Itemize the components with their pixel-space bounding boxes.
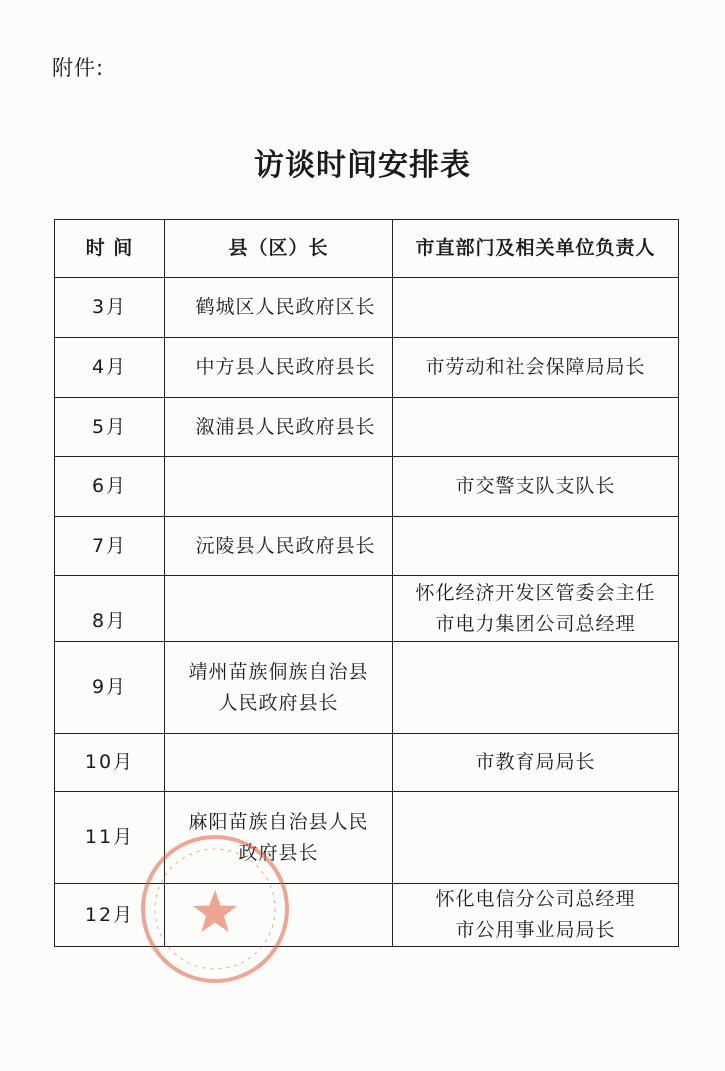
table-row — [55, 457, 679, 517]
schedule-table — [54, 219, 679, 947]
county-cell — [165, 792, 393, 884]
county-cell — [165, 338, 393, 398]
dept-cell — [393, 792, 679, 884]
table-row — [55, 398, 679, 457]
dept-cell — [393, 338, 679, 398]
dept-cell — [393, 457, 679, 517]
time-cell: 12月 — [55, 884, 165, 947]
county-cell — [165, 457, 393, 517]
county-line: 鹤城区人民政府区长 — [195, 296, 376, 318]
dept-line: 市劳动和社会保障局局长 — [425, 356, 646, 378]
time-cell: 11月 — [55, 792, 165, 884]
table-header-row — [55, 220, 679, 278]
county-line: 溆浦县人民政府县长 — [195, 415, 376, 438]
time-cell: 5月 — [55, 398, 165, 457]
dept-line: 怀化电信分公司总经理 — [435, 888, 636, 910]
county-line: 沅陵县人民政府县长 — [195, 534, 376, 557]
table-row — [55, 576, 679, 642]
document-title: 访谈时间安排表 — [254, 148, 471, 183]
county-cell — [165, 576, 393, 642]
county-cell — [165, 884, 393, 947]
dept-cell — [393, 884, 679, 947]
county-cell — [165, 642, 393, 734]
time-cell: 9月 — [55, 642, 165, 734]
header-county: 县（区）长 — [165, 220, 393, 278]
dept-line: 市教育局局长 — [475, 751, 596, 773]
county-line: 麻阳苗族自治县人民 — [188, 810, 369, 833]
attachment-label: 附件: — [52, 56, 105, 80]
dept-cell — [393, 398, 679, 457]
dept-cell — [393, 642, 679, 734]
dept-line: 怀化经济开发区管委会主任 — [415, 581, 656, 604]
county-line: 人民政府县长 — [218, 691, 339, 714]
county-cell — [165, 517, 393, 576]
time-cell: 7月 — [55, 517, 165, 576]
time-cell: 3月 — [55, 278, 165, 338]
county-line: 政府县长 — [238, 841, 319, 864]
time-cell: 8月 — [55, 576, 165, 642]
table-row — [55, 517, 679, 576]
dept-line: 市公用事业局局长 — [455, 919, 616, 941]
table-row — [55, 338, 679, 398]
table-row — [55, 642, 679, 734]
header-time: 时 间 — [55, 220, 165, 278]
dept-line: 市电力集团公司总经理 — [435, 612, 636, 635]
header-dept: 市直部门及相关单位负责人 — [393, 220, 679, 278]
time-cell: 6月 — [55, 457, 165, 517]
table-row — [55, 792, 679, 884]
county-cell — [165, 734, 393, 792]
time-cell: 10月 — [55, 734, 165, 792]
dept-cell — [393, 517, 679, 576]
county-line: 中方县人民政府县长 — [195, 356, 376, 378]
table-row — [55, 884, 679, 947]
county-cell — [165, 278, 393, 338]
dept-cell — [393, 576, 679, 642]
dept-line: 市交警支队支队长 — [455, 475, 616, 497]
time-cell: 4月 — [55, 338, 165, 398]
county-line: 靖州苗族侗族自治县 — [188, 660, 369, 683]
dept-cell — [393, 278, 679, 338]
table-row — [55, 734, 679, 792]
table-row — [55, 278, 679, 338]
dept-cell — [393, 734, 679, 792]
county-cell — [165, 398, 393, 457]
